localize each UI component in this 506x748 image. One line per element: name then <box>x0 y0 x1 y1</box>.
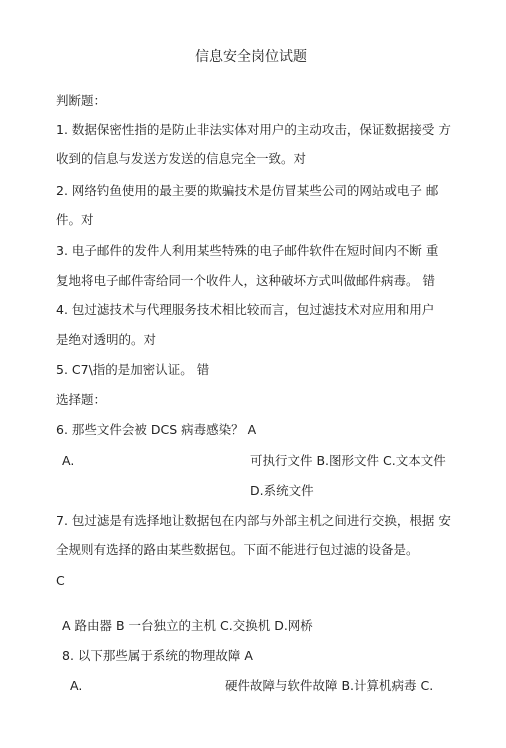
question-6-option-a-label: A. <box>62 453 75 468</box>
question-6-options: 可执行文件 B.图形文件 C.文本文件 <box>250 453 446 468</box>
question-7-line-2: 全规则有选择的路由某些数据包。下面不能进行包过滤的设备是。 <box>56 542 419 557</box>
question-2-line-2: 件。对 <box>56 212 94 227</box>
question-1-line-2: 收到的信息与发送方发送的信息完全一致。对 <box>56 151 307 166</box>
question-3-line-2: 复地将电子邮件寄给同一个收件人，这种破坏方式叫做邮件病毒。 错 <box>56 273 435 288</box>
question-7-answer: C <box>56 573 65 588</box>
question-4-line-1: 4. 包过滤技术与代理服务技术相比较而言，包过滤技术对应用和用户 <box>56 302 435 317</box>
question-2-line-1: 2. 网络钓鱼使用的最主要的欺骗技术是仿冒某些公司的网站或电子 邮 <box>56 183 439 198</box>
question-7-options: A 路由器 B 一台独立的主机 C.交换机 D.网桥 <box>62 618 313 633</box>
question-4-line-2: 是绝对透明的。对 <box>56 332 157 347</box>
question-6-line-1: 6. 那些文件会被 DCS 病毒感染？ A <box>56 422 257 437</box>
question-8-line-1: 8. 以下那些属于系统的物理故障 A <box>62 648 253 663</box>
question-6-option-d: D.系统文件 <box>250 483 314 498</box>
question-7-line-1: 7. 包过滤是有选择地让数据包在内部与外部主机之间进行交换，根据 安 <box>56 513 451 528</box>
question-8-options: 硬件故障与软件故障 B.计算机病毒 C. <box>225 678 434 693</box>
section-heading-judge: 判断题： <box>56 93 107 108</box>
question-1-line-1: 1. 数据保密性指的是防止非法实体对用户的主动攻击，保证数据接受 方 <box>56 122 451 137</box>
page-title: 信息安全岗位试题 <box>195 49 307 65</box>
question-5-line-1: 5. C7\指的是加密认证。 错 <box>56 362 210 377</box>
question-3-line-1: 3. 电子邮件的发件人利用某些特殊的电子邮件软件在短时间内不断 重 <box>56 243 439 258</box>
question-8-option-a-label: A. <box>70 678 83 693</box>
section-heading-choice: 选择题： <box>56 392 107 407</box>
